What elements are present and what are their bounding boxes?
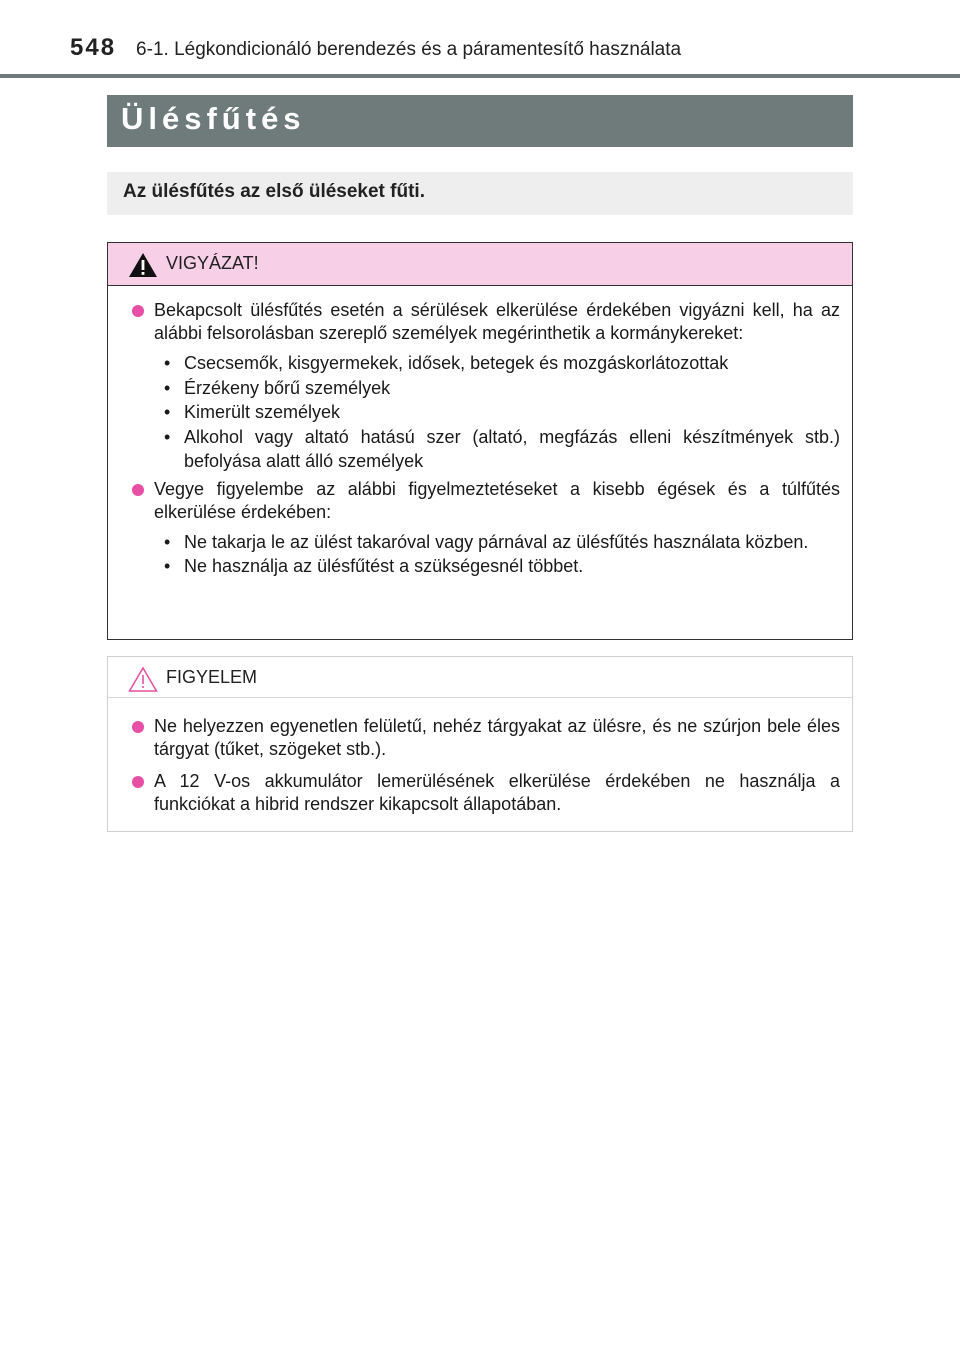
warning-body <box>108 286 852 579</box>
caution-triangle-outline-icon <box>128 666 158 692</box>
page-header <box>70 34 681 62</box>
page-number: 548 <box>70 34 117 61</box>
notice-header <box>108 657 852 698</box>
warning-triangle-icon <box>128 252 158 278</box>
bullet-dot-icon <box>132 484 144 496</box>
sub-list-item: • Érzékeny bőrű személyek <box>164 377 391 398</box>
section-title: Ülésfűtés <box>121 101 306 136</box>
warning-sublist <box>120 530 840 579</box>
sub-list-item: • Ne használja az ülésfűtést a szükségesnél többet. <box>164 556 584 576</box>
notice-body <box>108 698 852 816</box>
bullet-dot-icon <box>132 776 144 788</box>
notice-box <box>107 656 853 832</box>
bullet-dot-icon <box>132 305 144 317</box>
sub-list-item: • Kimerült személyek <box>164 402 341 422</box>
warning-item-text: Bekapcsolt ülésfűtés esetén a sérülések elkerülése érdekében vigyázni kell, ha az alábbi felsorolásban szereplő személyek megérinthetik a kormánykereket: <box>154 300 840 343</box>
sub-list-item: • Csecsemők, kisgyermekek, idősek, betegek és mozgáskorlátozottak <box>164 353 729 373</box>
section-subtitle: Az ülésfűtés az első üléseket fűti. <box>123 181 425 202</box>
sub-list-item: • Alkohol vagy altató hatású szer (altató, megfázás elleni készítmények stb.) befolyása alatt álló személyek <box>164 426 840 471</box>
warning-item-text: Vegye figyelembe az alábbi figyelmeztetéseket a kisebb égések és a túlfűtés elkerülése érdekében: <box>154 478 840 522</box>
chapter-title: 6-1. Légkondicionáló berendezés és a páramentesítő használata <box>136 39 682 60</box>
warning-sublist <box>120 351 840 474</box>
notice-item <box>120 770 840 816</box>
warning-header <box>108 243 852 286</box>
warning-box <box>107 242 853 640</box>
notice-label: FIGYELEM <box>166 667 258 687</box>
sub-list-item: • Ne takarja le az ülést takaróval vagy párnával az ülésfűtés használata közben. <box>164 531 809 552</box>
section-subtitle-bar <box>107 172 853 215</box>
section-title-bar <box>107 95 853 147</box>
warning-label: VIGYÁZAT! <box>166 253 259 273</box>
notice-item-text: Ne helyezzen egyenetlen felületű, nehéz tárgyakat az ülésre, és ne szúrjon bele éles tárgyat (tűket, szögeket stb.). <box>154 716 840 759</box>
notice-item-text: A 12 V-os akkumulátor lemerülésének elkerülése érdekében ne használja a funkciókat a hibrid rendszer kikapcsolt állapotában. <box>154 771 840 814</box>
warning-item <box>120 299 840 474</box>
header-divider <box>0 74 960 78</box>
notice-item <box>120 715 840 761</box>
bullet-dot-icon <box>132 721 144 733</box>
warning-item <box>120 478 840 579</box>
